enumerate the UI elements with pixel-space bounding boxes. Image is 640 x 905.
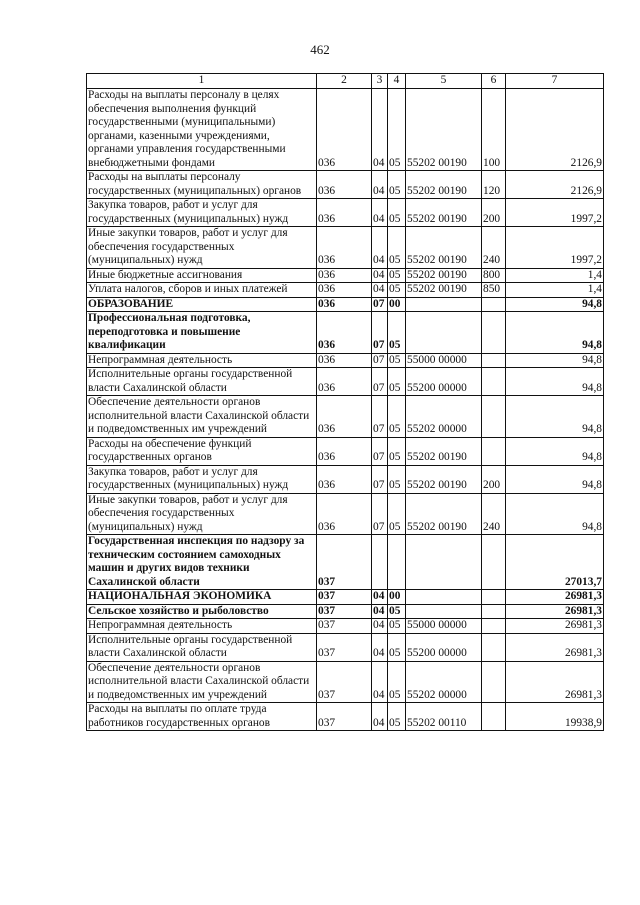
expense-type-code — [482, 368, 506, 396]
subsection-code: 05 — [388, 619, 406, 634]
expense-type-code: 850 — [482, 283, 506, 298]
expense-type-code: 800 — [482, 268, 506, 283]
expense-type-code — [482, 633, 506, 661]
row-name: Иные закупки товаров, работ и услуг для обеспечения государственных (муниципальных) нужд — [87, 227, 317, 269]
target-article-code — [406, 297, 482, 312]
section-code: 04 — [372, 619, 388, 634]
section-code: 07 — [372, 368, 388, 396]
column-header: 2 — [317, 74, 372, 89]
subsection-code: 05 — [388, 199, 406, 227]
section-code: 04 — [372, 171, 388, 199]
page-number: 462 — [310, 42, 330, 57]
expense-type-code — [482, 437, 506, 465]
section-code: 04 — [372, 283, 388, 298]
section-code: 07 — [372, 396, 388, 438]
row-name: Исполнительные органы государственной власти Сахалинской области — [87, 633, 317, 661]
ministry-code: 037 — [317, 703, 372, 731]
expense-type-code: 100 — [482, 89, 506, 171]
target-article-code: 55202 00000 — [406, 661, 482, 703]
ministry-code: 036 — [317, 199, 372, 227]
ministry-code: 036 — [317, 493, 372, 535]
amount: 26981,3 — [506, 633, 604, 661]
expense-type-code — [482, 396, 506, 438]
target-article-code: 55000 00000 — [406, 353, 482, 368]
table-row — [87, 312, 604, 354]
target-article-code: 55202 00000 — [406, 396, 482, 438]
section-code: 07 — [372, 465, 388, 493]
column-header: 4 — [388, 74, 406, 89]
ministry-code: 036 — [317, 171, 372, 199]
expense-type-code — [482, 619, 506, 634]
target-article-code: 55202 00190 — [406, 493, 482, 535]
section-code: 04 — [372, 703, 388, 731]
section-code: 04 — [372, 268, 388, 283]
target-article-code: 55202 00190 — [406, 437, 482, 465]
section-code: 04 — [372, 604, 388, 619]
target-article-code: 55202 00190 — [406, 465, 482, 493]
row-name: Сельское хозяйство и рыболовство — [87, 604, 317, 619]
ministry-code: 037 — [317, 604, 372, 619]
amount: 94,8 — [506, 297, 604, 312]
subsection-code: 05 — [388, 465, 406, 493]
expense-type-code — [482, 703, 506, 731]
target-article-code: 55202 00190 — [406, 227, 482, 269]
amount: 26981,3 — [506, 619, 604, 634]
target-article-code: 55202 00190 — [406, 283, 482, 298]
ministry-code: 037 — [317, 535, 372, 590]
table-row — [87, 199, 604, 227]
table-row — [87, 227, 604, 269]
table-row — [87, 633, 604, 661]
expense-type-code — [482, 353, 506, 368]
expense-type-code: 240 — [482, 493, 506, 535]
ministry-code: 036 — [317, 396, 372, 438]
ministry-code: 036 — [317, 268, 372, 283]
table-row — [87, 619, 604, 634]
ministry-code: 036 — [317, 227, 372, 269]
expense-type-code: 200 — [482, 199, 506, 227]
section-code — [372, 535, 388, 590]
amount: 94,8 — [506, 493, 604, 535]
section-code: 07 — [372, 312, 388, 354]
target-article-code — [406, 535, 482, 590]
row-name: Исполнительные органы государственной власти Сахалинской области — [87, 368, 317, 396]
target-article-code: 55202 00190 — [406, 89, 482, 171]
ministry-code: 036 — [317, 353, 372, 368]
ministry-code: 037 — [317, 590, 372, 605]
section-code: 04 — [372, 661, 388, 703]
amount: 26981,3 — [506, 604, 604, 619]
table-row — [87, 89, 604, 171]
subsection-code: 05 — [388, 604, 406, 619]
expense-type-code — [482, 590, 506, 605]
table-row — [87, 171, 604, 199]
subsection-code: 05 — [388, 437, 406, 465]
expense-type-code — [482, 661, 506, 703]
section-code: 04 — [372, 227, 388, 269]
target-article-code: 55200 00000 — [406, 368, 482, 396]
column-header: 1 — [87, 74, 317, 89]
ministry-code: 037 — [317, 633, 372, 661]
amount: 94,8 — [506, 465, 604, 493]
ministry-code: 036 — [317, 312, 372, 354]
amount: 26981,3 — [506, 590, 604, 605]
amount: 26981,3 — [506, 661, 604, 703]
section-code: 04 — [372, 89, 388, 171]
row-name: Непрограммная деятельность — [87, 353, 317, 368]
section-code: 04 — [372, 199, 388, 227]
table-row — [87, 297, 604, 312]
subsection-code: 05 — [388, 268, 406, 283]
target-article-code: 55200 00000 — [406, 633, 482, 661]
column-header: 3 — [372, 74, 388, 89]
table-row — [87, 465, 604, 493]
section-code: 07 — [372, 353, 388, 368]
row-name: Расходы на выплаты персоналу в целях обеспечения выполнения функций государственными (муниципальными) органами, казенными учреждениями, органами управления государственными внебюджетными фондами — [87, 89, 317, 171]
row-name: Расходы на выплаты персоналу государственных (муниципальных) органов — [87, 171, 317, 199]
amount: 2126,9 — [506, 89, 604, 171]
table-row — [87, 353, 604, 368]
subsection-code: 05 — [388, 661, 406, 703]
ministry-code: 036 — [317, 283, 372, 298]
subsection-code: 00 — [388, 297, 406, 312]
table-row — [87, 604, 604, 619]
target-article-code: 55202 00190 — [406, 199, 482, 227]
table-row — [87, 283, 604, 298]
table-row — [87, 268, 604, 283]
section-code: 07 — [372, 493, 388, 535]
table-row — [87, 590, 604, 605]
target-article-code: 55202 00110 — [406, 703, 482, 731]
target-article-code — [406, 604, 482, 619]
target-article-code: 55000 00000 — [406, 619, 482, 634]
table-row — [87, 396, 604, 438]
row-name: Иные бюджетные ассигнования — [87, 268, 317, 283]
row-name: Государственная инспекция по надзору за техническим состоянием самоходных машин и других видов техники Сахалинской области — [87, 535, 317, 590]
target-article-code — [406, 312, 482, 354]
row-name: ОБРАЗОВАНИЕ — [87, 297, 317, 312]
subsection-code: 05 — [388, 353, 406, 368]
table-row — [87, 437, 604, 465]
ministry-code: 036 — [317, 437, 372, 465]
section-code: 04 — [372, 590, 388, 605]
target-article-code: 55202 00190 — [406, 268, 482, 283]
table-body — [87, 89, 604, 731]
subsection-code: 05 — [388, 493, 406, 535]
amount: 27013,7 — [506, 535, 604, 590]
column-header: 5 — [406, 74, 482, 89]
subsection-code: 05 — [388, 171, 406, 199]
subsection-code: 05 — [388, 312, 406, 354]
budget-table — [86, 73, 604, 731]
subsection-code: 05 — [388, 703, 406, 731]
header-row — [87, 74, 604, 89]
expense-type-code — [482, 297, 506, 312]
subsection-code: 05 — [388, 368, 406, 396]
ministry-code: 036 — [317, 297, 372, 312]
amount: 19938,9 — [506, 703, 604, 731]
expense-type-code — [482, 312, 506, 354]
table-row — [87, 368, 604, 396]
column-header: 7 — [506, 74, 604, 89]
expense-type-code: 240 — [482, 227, 506, 269]
column-header: 6 — [482, 74, 506, 89]
ministry-code: 036 — [317, 368, 372, 396]
row-name: Обеспечение деятельности органов исполнительной власти Сахалинской области и подведомственных им учреждений — [87, 661, 317, 703]
amount: 94,8 — [506, 437, 604, 465]
amount: 94,8 — [506, 396, 604, 438]
target-article-code — [406, 590, 482, 605]
subsection-code: 05 — [388, 633, 406, 661]
amount: 2126,9 — [506, 171, 604, 199]
expense-type-code: 120 — [482, 171, 506, 199]
ministry-code: 036 — [317, 465, 372, 493]
subsection-code: 05 — [388, 396, 406, 438]
ministry-code: 037 — [317, 619, 372, 634]
amount: 1997,2 — [506, 199, 604, 227]
row-name: Закупка товаров, работ и услуг для государственных (муниципальных) нужд — [87, 465, 317, 493]
row-name: Расходы на выплаты по оплате труда работников государственных органов — [87, 703, 317, 731]
table-row — [87, 493, 604, 535]
amount: 1,4 — [506, 283, 604, 298]
section-code: 04 — [372, 633, 388, 661]
expense-type-code: 200 — [482, 465, 506, 493]
amount: 94,8 — [506, 368, 604, 396]
row-name: НАЦИОНАЛЬНАЯ ЭКОНОМИКА — [87, 590, 317, 605]
row-name: Иные закупки товаров, работ и услуг для обеспечения государственных (муниципальных) нужд — [87, 493, 317, 535]
subsection-code: 00 — [388, 590, 406, 605]
amount: 1997,2 — [506, 227, 604, 269]
amount: 1,4 — [506, 268, 604, 283]
subsection-code: 05 — [388, 89, 406, 171]
ministry-code: 037 — [317, 661, 372, 703]
expense-type-code — [482, 604, 506, 619]
table-row — [87, 703, 604, 731]
target-article-code: 55202 00190 — [406, 171, 482, 199]
row-name: Профессиональная подготовка, переподготовка и повышение квалификации — [87, 312, 317, 354]
row-name: Непрограммная деятельность — [87, 619, 317, 634]
amount: 94,8 — [506, 353, 604, 368]
row-name: Обеспечение деятельности органов исполнительной власти Сахалинской области и подведомственных им учреждений — [87, 396, 317, 438]
table-row — [87, 535, 604, 590]
amount: 94,8 — [506, 312, 604, 354]
subsection-code — [388, 535, 406, 590]
row-name: Уплата налогов, сборов и иных платежей — [87, 283, 317, 298]
section-code: 07 — [372, 297, 388, 312]
table-row — [87, 661, 604, 703]
expense-type-code — [482, 535, 506, 590]
ministry-code: 036 — [317, 89, 372, 171]
row-name: Расходы на обеспечение функций государственных органов — [87, 437, 317, 465]
subsection-code: 05 — [388, 227, 406, 269]
section-code: 07 — [372, 437, 388, 465]
subsection-code: 05 — [388, 283, 406, 298]
row-name: Закупка товаров, работ и услуг для государственных (муниципальных) нужд — [87, 199, 317, 227]
